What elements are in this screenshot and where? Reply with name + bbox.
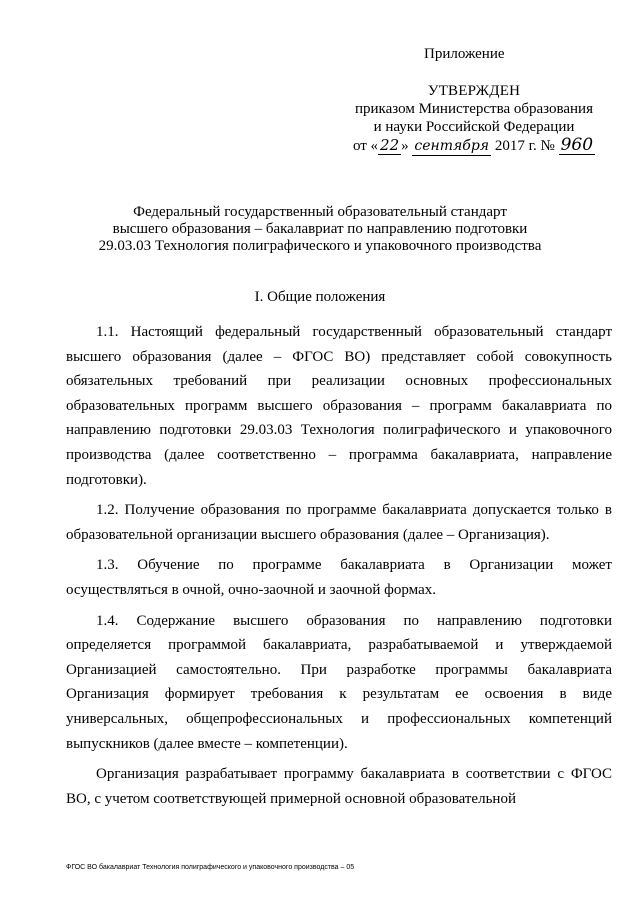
- document-title: [40, 204, 600, 255]
- date-mid: »: [401, 138, 409, 154]
- handwritten-month: сентября: [414, 138, 490, 154]
- order-line-1: приказом Министерства образования: [355, 101, 593, 117]
- date-prefix: от «: [352, 138, 379, 154]
- handwritten-day: 22: [380, 136, 400, 154]
- document-body: [66, 320, 612, 811]
- title-line-2: высшего образования – бакалавриат по направлению подготовки: [112, 221, 528, 237]
- title-line-3: 29.03.03 Технология полиграфического и упаковочного производства: [98, 238, 542, 254]
- paragraph-1-1: 1.1. Настоящий федеральный государственный образовательный стандарт высшего образования (далее – ФГОС ВО) представляет собой совокупность обязательных требований при реализации основных профессиональных образовательных программ высшего образования – программ бакалавриата по направлению подготовки 29.03.03 Технология полиграфического и упаковочного производства (далее соответственно – программа бакалавриата, направление подготовки).: [66, 324, 612, 488]
- page-footer: ФГОС ВО бакалавриат Технология полиграфического и упаковочного производства – 05: [66, 864, 355, 871]
- appendix-label: Приложение: [424, 46, 505, 62]
- paragraph-organization: Организация разрабатывает программу бакалавриата в соответствии с ФГОС ВО, с учетом соответствующей примерной основной образовательной: [66, 766, 612, 807]
- approval-block: [334, 82, 614, 156]
- paragraph-1-2: 1.2. Получение образования по программе бакалавриата допускается только в образовательной организации высшего образования (далее – Организация).: [66, 502, 612, 543]
- order-date-line: [334, 136, 614, 156]
- approved-heading: УТВЕРЖДЕН: [427, 83, 521, 99]
- handwritten-order-number: 960: [560, 135, 594, 155]
- paragraph-1-4: 1.4. Содержание высшего образования по направлению подготовки определяется программой бакалавриата, разрабатываемой и утверждаемой Организацией самостоятельно. При разработке программы бакалавриата Организация формирует требования к результатам ее освоения в виде универсальных, общепрофессиональных и профессиональных компетенций выпускников (далее вместе – компетенции).: [66, 612, 612, 752]
- date-year: 2017 г. №: [494, 138, 555, 154]
- section-heading: I. Общие положения: [254, 289, 386, 305]
- paragraph-1-3: 1.3. Обучение по программе бакалавриата в Организации может осуществляться в очной, очно-заочной и заочной формах.: [66, 557, 612, 598]
- title-line-1: Федеральный государственный образовательный стандарт: [133, 204, 507, 220]
- order-line-2: и науки Российской Федерации: [373, 119, 575, 135]
